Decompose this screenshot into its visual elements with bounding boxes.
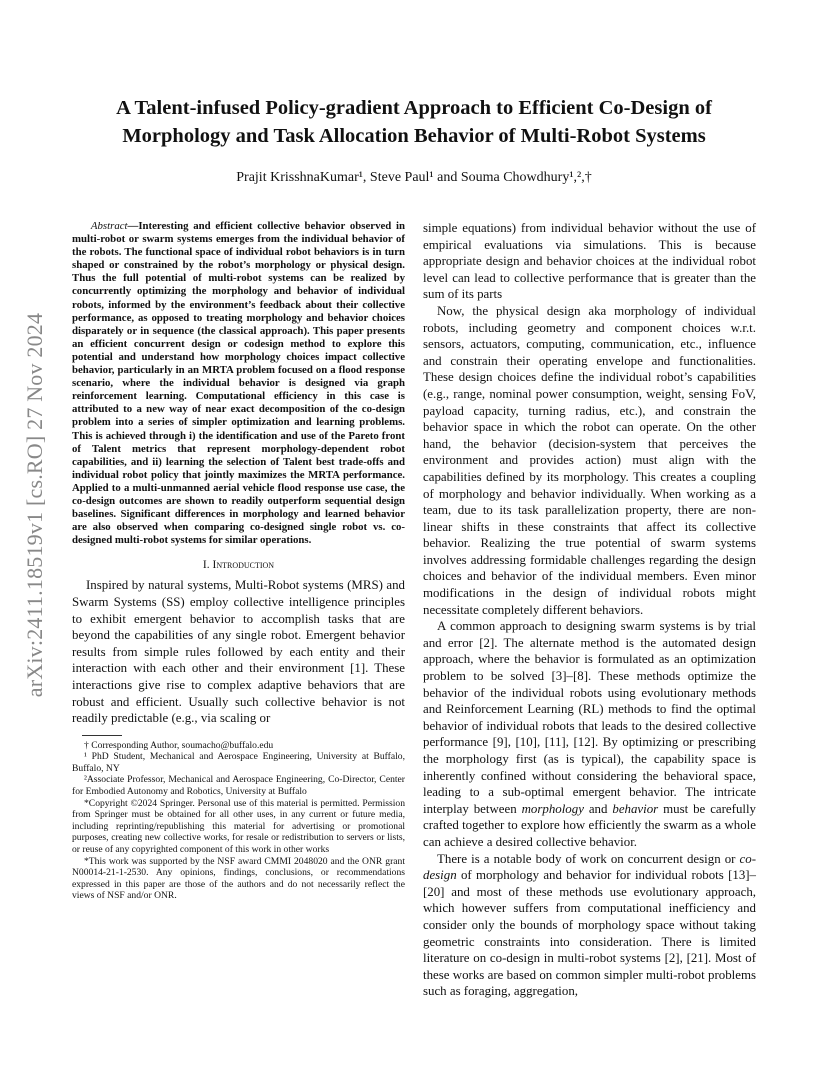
emphasis-morphology: morphology xyxy=(521,801,584,816)
paragraph-4-text-a: There is a notable body of work on concurrent design or xyxy=(437,851,740,866)
left-column xyxy=(72,220,405,902)
right-paragraph-1: simple equations) from individual behavior without the use of empirical evaluations via simulations. This is because appropriate design and behavior choices at the individual robot level can lead to collective performance that is greater than the sum of its parts xyxy=(423,221,756,302)
intro-paragraph-1: Inspired by natural systems, Multi-Robot systems (MRS) and Swarm Systems (SS) employ collective intelligence principles to exhibit emergent behavior to accomplish tasks that are beyond the capabilities of any single robot. Emergent behavior results from simple rules followed by each entity and their interaction with each other and their environment [1]. These interactions give rise to complex adaptive behaviors that are robust and efficient. Usually such collective behavior is not readily predictable (e.g., via scaling or xyxy=(72,578,405,726)
paragraph-3-text-a: A common approach to designing swarm systems is by trial and error [2]. The alternate method is the automated design approach, where the behavior is formulated as an optimization problem to be solved [3]–[8]. These methods optimize the behavior of the individual robots using evolutionary methods and Reinforcement Learning (RL) methods to find the optimal behavior of individual robots that leads to the desired collective performance [9], [10], [11], [12]. By optimizing or prescribing the morphology first (as is typical), the capability space is inherently confined without considering the behavioral space, leading to a sub-optimal emergent behavior. The intricate interplay between xyxy=(423,619,756,816)
section-heading xyxy=(72,559,405,571)
emphasis-co-design: co-design xyxy=(423,851,756,883)
emphasis-behavior: behavior xyxy=(612,801,659,816)
arxiv-id: arXiv:2411.18519v1 [cs.RO] 27 Nov 2024 xyxy=(22,312,47,698)
footnote-funding: *This work was supported by the NSF award CMMI 2048020 and the ONR grant N00014-21-1-2530. Any opinions, findings, conclusions, or recommendations expressed in this paper are those of the authors and do not necessarily reflect the views of NSF and/or ONR. xyxy=(72,855,405,902)
footnote-affiliation-1: ¹ PhD Student, Mechanical and Aerospace Engineering, University at Buffalo, Buffalo, NY xyxy=(72,751,405,774)
right-paragraph-2: Now, the physical design aka morphology of individual robots, including geometry and component choices w.r.t. sensors, actuators, computing, communication, etc., influence and constrain their operating envelope and functionalities. These design choices define the individual robot’s capabilities (e.g., range, nominal power consumption, weight, sensing FoV, payload capacity, turning radius, etc.), and constrain the behavior space in which the robot can operate. On the other hand, the behavior (decision-system that perceives the environment and provides action) must align with the capabilities defined by its morphology. This creates a coupling of morphology and behavior individually. When working as a team, due to its task parallelization property, there are non-linear shifts in these constraints that affect its collective behavior. Realizing the true potential of swarm systems involves addressing formidable challenges regarding the design choices and behavior of the individual members. Even minor modifications in the design of individual robots might necessitate completely different behaviors. xyxy=(423,303,756,617)
section-number: I. xyxy=(202,559,210,572)
section-title: Introduction xyxy=(212,559,275,572)
footnote-corresponding: † Corresponding Author, soumacho@buffalo.edu xyxy=(84,739,274,751)
paragraph-3-text-c: must be carefully crafted together to explore how efficiently the swarm as a whole can achieve a desired collective behavior. xyxy=(423,801,756,849)
title-line-2: Morphology and Task Allocation Behavior of Multi-Robot Systems xyxy=(122,125,706,147)
title-line-1: A Talent-infused Policy-gradient Approach to Efficient Co-Design of xyxy=(116,97,712,119)
footnote-rule xyxy=(82,735,122,736)
abstract-label: Abstract xyxy=(90,220,128,232)
footnote-affiliation-2: ²Associate Professor, Mechanical and Aerospace Engineering, Co-Director, Center for Embodied Autonomy and Robotics, University at Buffalo xyxy=(72,774,405,798)
footnote-copyright: *Copyright ©2024 Springer. Personal use of this material is permitted. Permission from Springer must be obtained for all other uses, in any current or future media, including reprinting/republishing this material for advertising or promotional purposes, creating new collective works, for resale or redistribution to servers or lists, or reuse of any copyrighted component of this work in other works xyxy=(72,797,405,856)
abstract xyxy=(72,220,405,547)
right-paragraph-4 xyxy=(423,851,756,1000)
author-list: Prajit KrisshnaKumar¹, Steve Paul¹ and Souma Chowdhury¹,²,† xyxy=(236,170,592,185)
right-paragraph-3 xyxy=(423,618,756,850)
arxiv-stamp xyxy=(10,280,60,730)
abstract-text: —Interesting and efficient collective behavior observed in multi-robot or swarm systems emerges from the individual behavior of the robots. The functional space of individual robot behaviors is in turn shaped or constrained by the robot’s morphology or physical design. Thus the full potential of multi-robot systems can be realized by concurrently optimizing the morphology and behavior of individual robots, informed by the environment’s feedback about their collective performance, as opposed to treating morphology and behavior choices disparately or in sequence (the classical approach). This paper presents an efficient concurrent design or codesign method to explore this potential and understand how morphology choices impact collective behavior, particularly in an MRTA problem focused on a flood response scenario, where the individual behavior is designed via graph reinforcement learning. Computational efficiency in this case is attributed to a new way of near exact decomposition of the co-design problem into a series of simpler optimization and learning problems. This is achieved through i) the identification and use of the Pareto front of Talent metrics that represent morphology-dependent robot capabilities, and ii) learning the selection of Talent best trade-offs and individual robot policy that jointly maximizes the MRTA performance. Applied to a multi-unmanned aerial vehicle flood response use case, the co-design outcomes are shown to readily outperform sequential design baselines. Significant differences in morphology and learned behavior are also observed when comparing co-designed single robot vs. co-designed multi-robot systems for similar operations. xyxy=(72,220,405,547)
paragraph-4-text-b: of morphology and behavior for individual robots [13]–[20] and most of these methods use evolutionary approach, which however suffers from computational inefficiency and consider only the bounds of morphology space without taking geometric constraints into consideration. There is limited literature on co-design in multi-robot systems [2], [21]. Most of these works are based on common simpler multi-robot problems such as foraging, aggregation, xyxy=(423,868,756,999)
paragraph-3-text-b: and xyxy=(583,801,613,816)
right-column xyxy=(423,220,756,1000)
paper-title xyxy=(60,94,768,150)
